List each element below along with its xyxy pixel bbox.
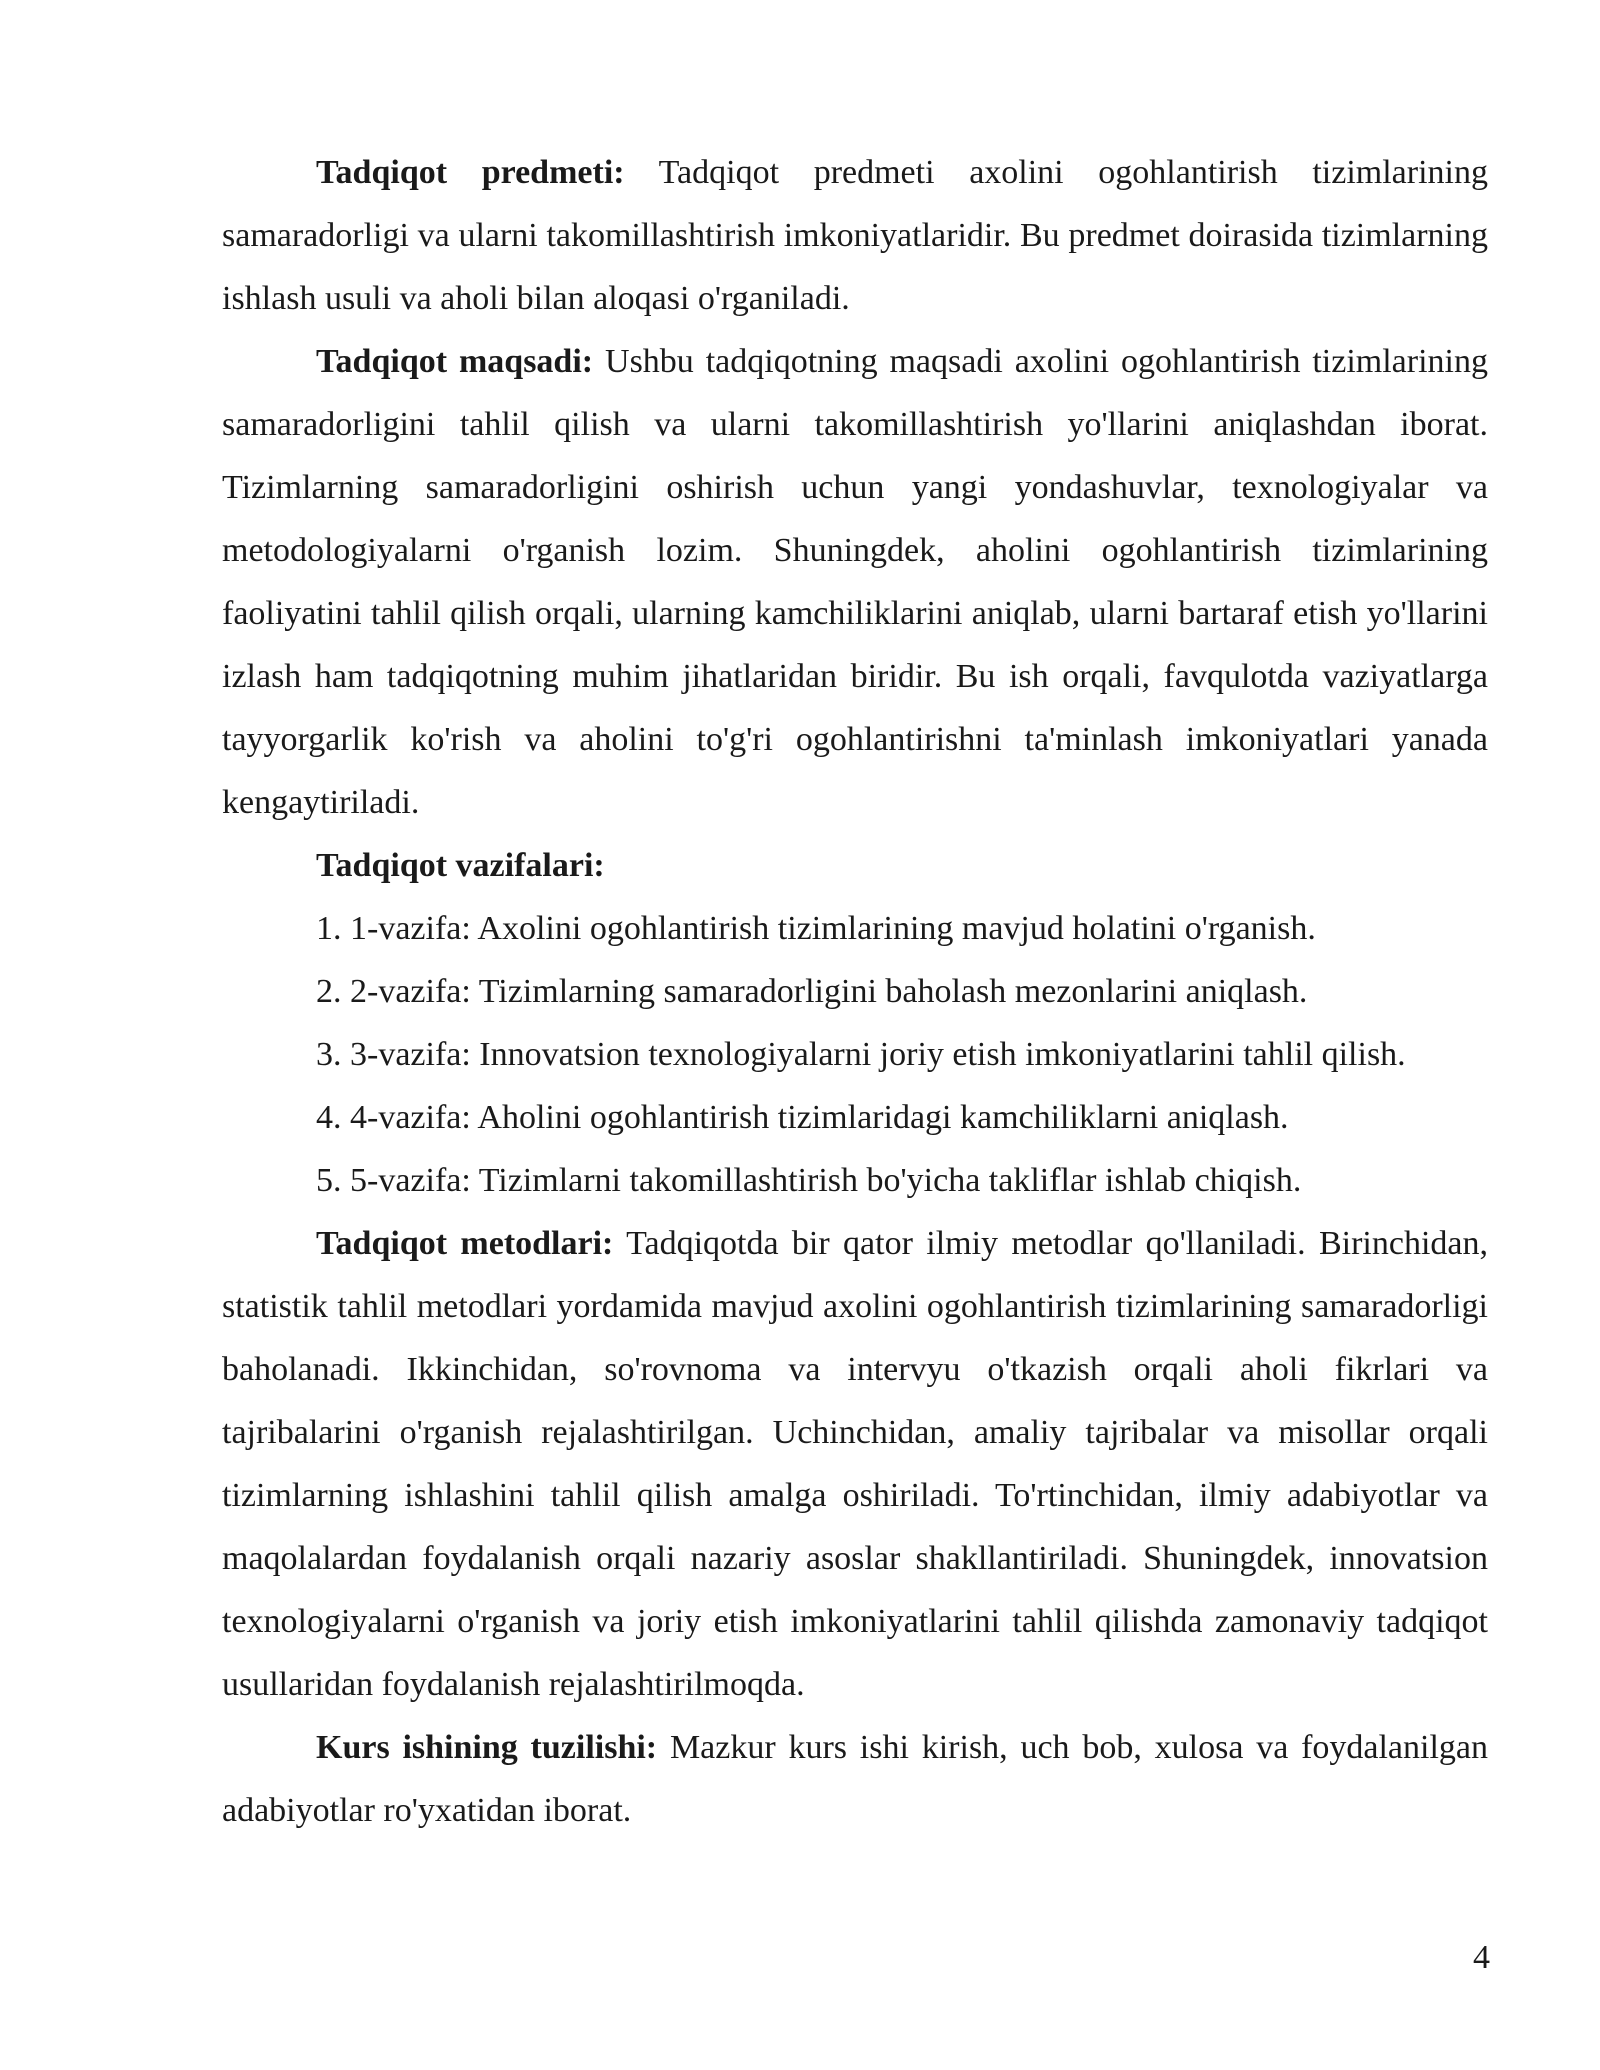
subject-heading: Tadqiqot predmeti: <box>316 154 625 191</box>
page-number: 4 <box>1473 1939 1490 1976</box>
task-item: 3. 3-vazifa: Innovatsion texnologiyalarni joriy etish imkoniyatlarini tahlil qilish. <box>316 1036 1406 1073</box>
subject-text: Tadqiqot predmeti axolini ogohlantirish tizimlarining samaradorligi va ularni takomillashtirish imkoniyatlaridir. Bu predmet doirasida tizimlarning ishlash usuli va aholi bilan aloqasi o'rganiladi. <box>222 154 1488 317</box>
subject-paragraph <box>222 141 1488 330</box>
tasks-list <box>222 897 1488 1212</box>
goal-heading: Tadqiqot maqsadi: <box>316 343 594 380</box>
goal-paragraph <box>222 330 1488 834</box>
task-item: 1. 1-vazifa: Axolini ogohlantirish tizimlarining mavjud holatini o'rganish. <box>316 910 1316 947</box>
methods-heading: Tadqiqot metodlari: <box>316 1225 614 1262</box>
task-item: 2. 2-vazifa: Tizimlarning samaradorligini baholash mezonlarini aniqlash. <box>316 973 1308 1010</box>
task-item: 5. 5-vazifa: Tizimlarni takomillashtirish bo'yicha takliflar ishlab chiqish. <box>316 1162 1302 1199</box>
structure-text: Mazkur kurs ishi kirish, uch bob, xulosa va foydalanilgan adabiyotlar ro'yxatidan iborat. <box>222 1729 1489 1829</box>
methods-paragraph <box>222 1212 1488 1716</box>
tasks-heading: Tadqiqot vazifalari: <box>316 847 605 884</box>
methods-text: Tadqiqotda bir qator ilmiy metodlar qo'llaniladi. Birinchidan, statistik tahlil metodlari yordamida mavjud axolini ogohlantirish tizimlarining samaradorligi baholanadi. Ikkinchidan, so'rovnoma va intervyu o'tkazish orqali aholi fikrlari va tajribalarini o'rganish rejalashtirilgan. Uchinchidan, amaliy tajribalar va misollar orqali tizimlarning ishlashini tahlil qilish amalga oshiriladi. To'rtinchidan, ilmiy adabiyotlar va maqolalardan foydalanish orqali nazariy asoslar shakllantiriladi. Shuningdek, innovatsion texnologiyalarni o'rganish va joriy etish imkoniyatlarini tahlil qilishda zamonaviy tadqiqot usullaridan foydalanish rejalashtirilmoqda. <box>222 1225 1488 1703</box>
document-body <box>222 141 1488 1842</box>
goal-text: Ushbu tadqiqotning maqsadi axolini ogohlantirish tizimlarining samaradorligini tahlil qilish va ularni takomillashtirish yo'llarini aniqlashdan iborat. Tizimlarning samaradorligini oshirish uchun yangi yondashuvlar, texnologiyalar va metodologiyalarni o'rganish lozim. Shuningdek, aholini ogohlantirish tizimlarining faoliyatini tahlil qilish orqali, ularning kamchiliklarini aniqlab, ularni bartaraf etish yo'llarini izlash ham tadqiqotning muhim jihatlaridan biridir. Bu ish orqali, favqulotda vaziyatlarga tayyorgarlik ko'rish va aholini to'g'ri ogohlantirishni ta'minlash imkoniyatlari yanada kengaytiriladi. <box>222 343 1488 821</box>
task-item: 4. 4-vazifa: Aholini ogohlantirish tizimlaridagi kamchiliklarni aniqlash. <box>316 1099 1289 1136</box>
structure-paragraph <box>222 1716 1488 1842</box>
structure-heading: Kurs ishining tuzilishi: <box>316 1729 658 1766</box>
